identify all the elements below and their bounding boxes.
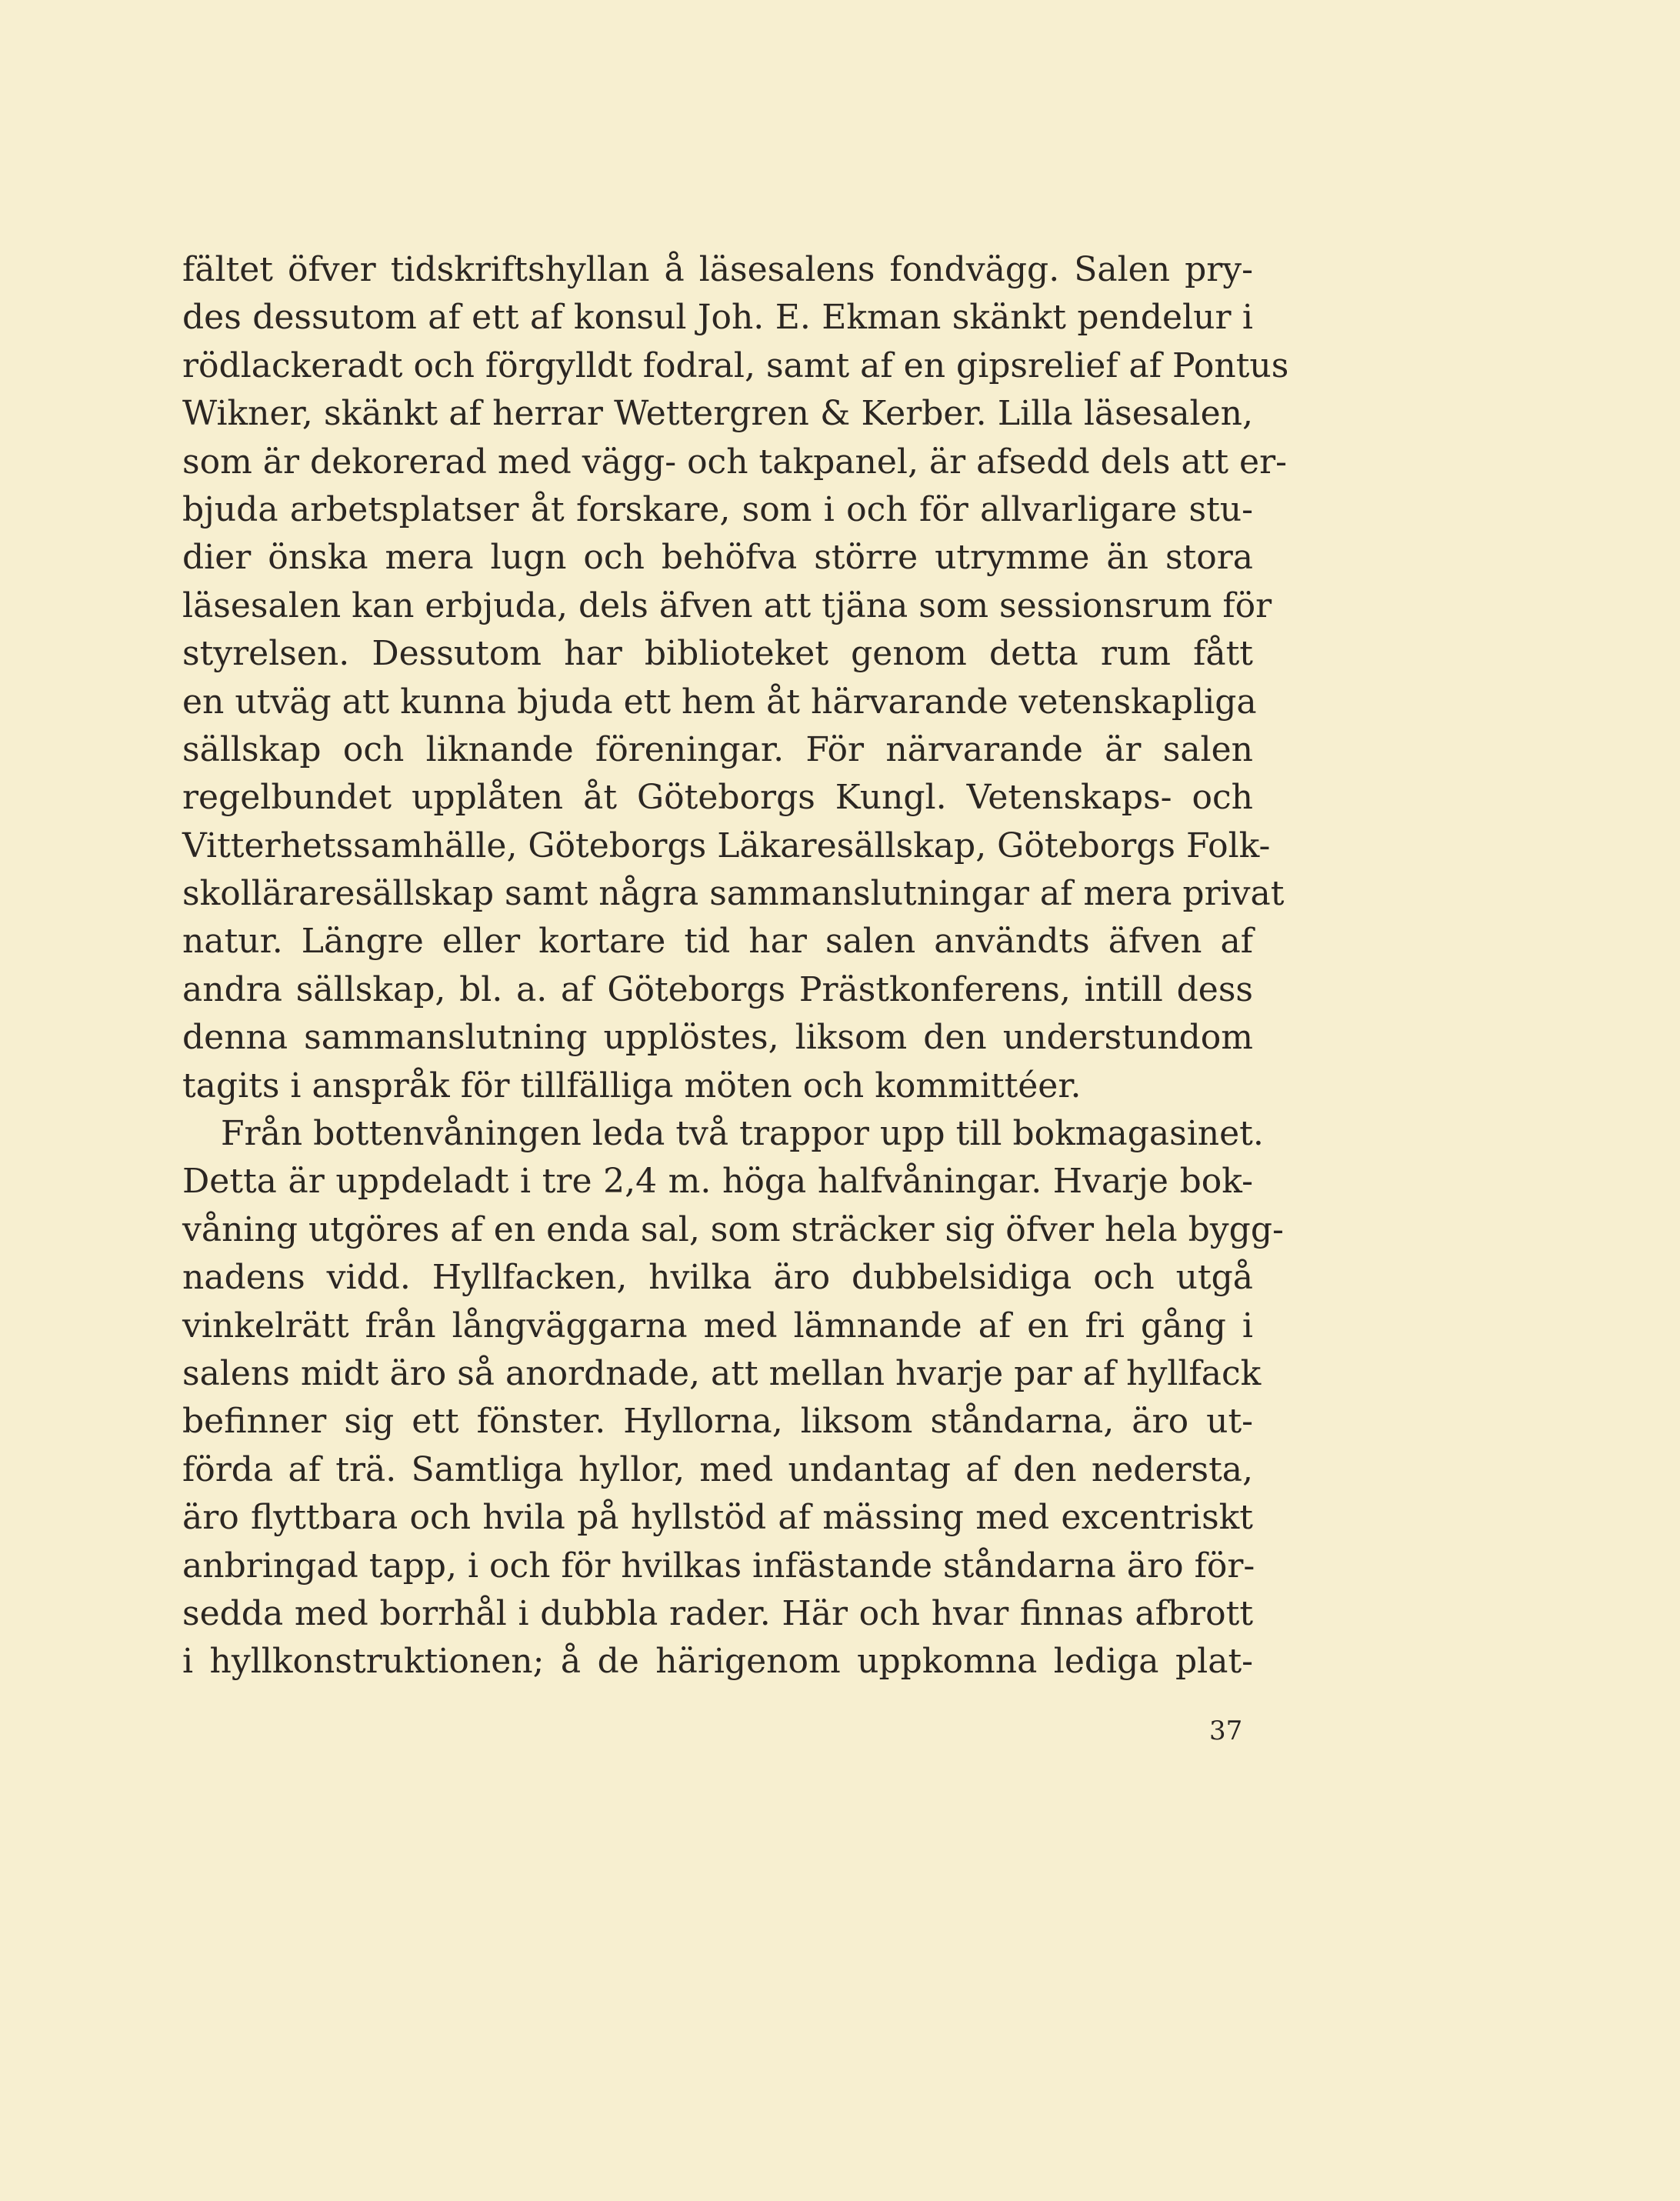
text-line: våning utgöres af en enda sal, som sträcker sig öfver hela bygg- (182, 1209, 1284, 1249)
text-line: andra sällskap, bl. a. af Göteborgs Prästkonferens, intill dess (182, 969, 1253, 1009)
text-line: en utväg att kunna bjuda ett hem åt härvarande vetenskapliga (182, 682, 1257, 722)
text-line: des dessutom af ett af konsul Joh. E. Ekman skänkt pendelur i (182, 298, 1253, 338)
text-line: förda af trä. Samtliga hyllor, med undantag af den nedersta, (182, 1449, 1253, 1489)
text-line: befinner sig ett fönster. Hyllorna, liksom ståndarna, äro ut- (182, 1402, 1253, 1442)
text-line: regelbundet upplåten åt Göteborgs Kungl. Vetenskaps- och (182, 778, 1253, 818)
text-line: vinkelrätt från långväggarna med lämnande af en fri gång i (182, 1306, 1253, 1346)
text-line: tagits i anspråk för tillfälliga möten och kommittéer. (182, 1065, 1082, 1106)
text-line: rödlackeradt och förgylldt fodral, samt af en gipsrelief af Pontus (182, 345, 1289, 385)
body-text (182, 246, 1289, 1686)
text-line: sedda med borrhål i dubbla rader. Här och hvar finnas afbrott (182, 1593, 1253, 1633)
text-line: nadens vidd. Hyllfacken, hvilka äro dubbelsidiga och utgå (182, 1258, 1253, 1298)
text-line: sällskap och liknande föreningar. För närvarande är salen (182, 729, 1253, 769)
text-line: anbringad tapp, i och för hvilkas infästande ståndarna äro för- (182, 1546, 1255, 1586)
text-line: Från bottenvåningen leda två trappor upp till bokmagasinet. (221, 1114, 1264, 1154)
text-line: dier önska mera lugn och behöfva större utrymme än stora (182, 538, 1253, 578)
text-line: natur. Längre eller kortare tid har salen användts äfven af (182, 922, 1253, 962)
text-line: styrelsen. Dessutom har biblioteket genom detta rum fått (182, 634, 1253, 674)
text-line: denna sammanslutning upplöstes, liksom den understundom (182, 1018, 1253, 1058)
text-line: salens midt äro så anordnade, att mellan hvarje par af hyllfack (182, 1353, 1262, 1393)
text-line: som är dekorerad med vägg- och takpanel, är afsedd dels att er- (182, 442, 1287, 482)
text-line: Wikner, skänkt af herrar Wettergren & Kerber. Lilla läsesalen, (182, 394, 1253, 434)
page-number: 37 (1209, 1716, 1243, 1746)
text-line: skolläraresällskap samt några sammanslutningar af mera privat (182, 874, 1285, 914)
text-line: bjuda arbetsplatser åt forskare, som i och för allvarligare stu- (182, 489, 1253, 529)
text-line: läsesalen kan erbjuda, dels äfven att tjäna som sessionsrum för (182, 585, 1272, 625)
text-line: Vitterhetssamhälle, Göteborgs Läkaresällskap, Göteborgs Folk- (182, 825, 1271, 865)
text-line: äro flyttbara och hvila på hyllstöd af mässing med excentriskt (182, 1498, 1253, 1538)
text-line: i hyllkonstruktionen; å de härigenom uppkomna lediga plat- (182, 1642, 1253, 1682)
text-line: Detta är uppdeladt i tre 2,4 m. höga halfvåningar. Hvarje bok- (182, 1162, 1253, 1202)
text-line: fältet öfver tidskriftshyllan å läsesalens fondvägg. Salen pry- (182, 250, 1253, 289)
